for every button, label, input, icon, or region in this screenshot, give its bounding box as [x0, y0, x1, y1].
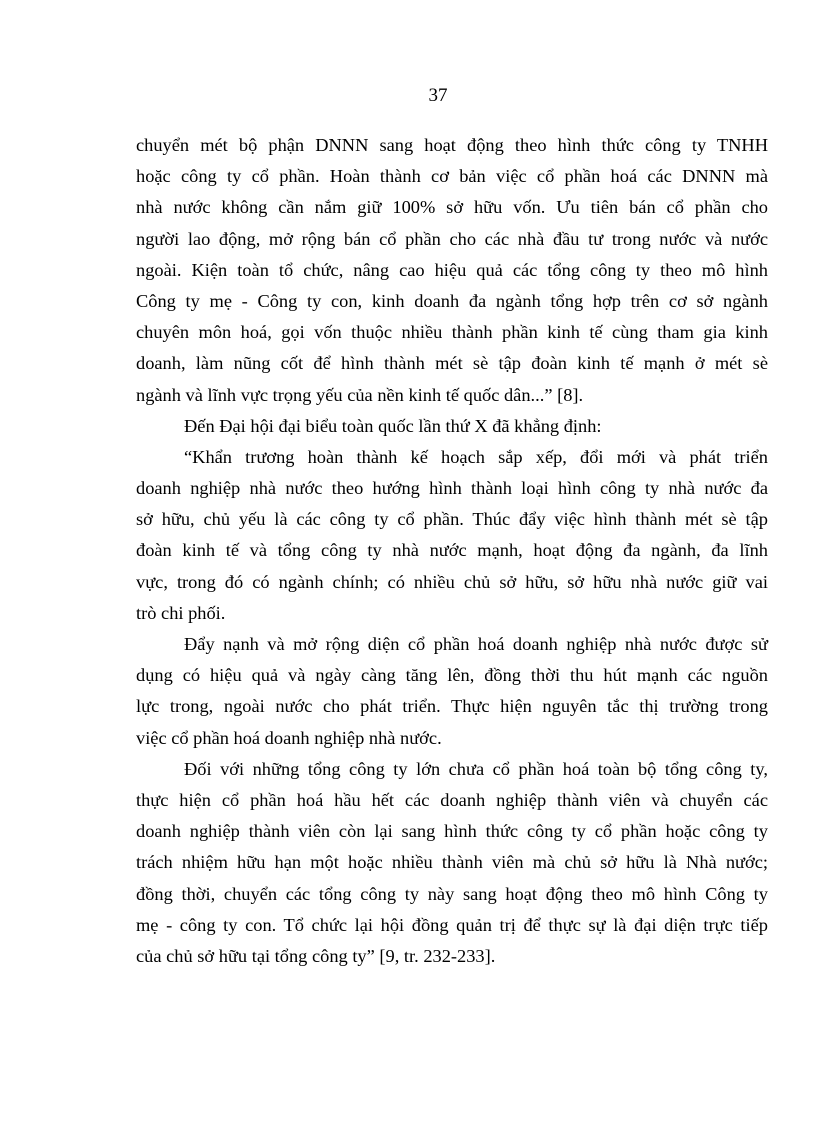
text-line: Đẩy nạnh và mở rộng diện cổ phần hoá doanh nghiệp nhà nước được sử [184, 634, 768, 654]
document-body [136, 130, 768, 972]
text-line: ngành và lĩnh vực trọng yếu của nền kinh tế quốc dân...” [8]. [136, 384, 584, 405]
paragraph-tong-cong-ty [136, 754, 768, 972]
text-line: lực trong, ngoài nước cho phát triển. Thực hiện nguyên tắc thị trường trong [136, 696, 768, 717]
text-line: Đối với những tổng công ty lớn chưa cổ phần hoá toàn bộ tổng công ty, [184, 758, 768, 779]
text-line: người lao động, mở rộng bán cổ phần cho các nhà đầu tư trong nước và nước [136, 228, 768, 249]
text-line: chuyển mét bộ phận DNNN sang hoạt động theo hình thức công ty TNHH [136, 135, 768, 155]
text-line: doanh nghiệp thành viên còn lại sang hình thức công ty cổ phần hoặc công ty [136, 821, 768, 842]
text-line: đồng thời, chuyển các tổng công ty này sang hoạt động theo mô hình Công ty [136, 883, 768, 904]
text-line: thực hiện cổ phần hoá hầu hết các doanh nghiệp thành viên và chuyển các [136, 789, 768, 810]
text-line: hoặc công ty cổ phần. Hoàn thành cơ bản việc cổ phần hoá các DNNN mà [136, 166, 768, 187]
text-line: “Khẩn trương hoàn thành kế hoạch sắp xếp, đổi mới và phát triển [184, 446, 768, 467]
text-line: mẹ - công ty con. Tổ chức lại hội đồng quản trị để thực sự là đại diện trực tiếp [136, 914, 768, 935]
text-line: Đến Đại hội đại biểu toàn quốc lần thứ X đã khẳng định: [184, 415, 602, 436]
text-line: doanh nghiệp nhà nước theo hướng hình thành loại hình công ty nhà nước đa [136, 478, 768, 499]
text-line: ngoài. Kiện toàn tổ chức, nâng cao hiệu quả các tổng công ty theo mô hình [136, 259, 768, 280]
text-line: đoàn kinh tế và tổng công ty nhà nước mạnh, hoạt động đa ngành, đa lĩnh [136, 540, 768, 561]
text-line: trò chi phối. [136, 602, 226, 623]
text-line: trách nhiệm hữu hạn một hoặc nhiều thành viên mà chủ sở hữu là Nhà nước; [136, 852, 768, 873]
page-number: 37 [428, 85, 448, 106]
text-line: doanh, làm nũng cốt để hình thành mét sè tập đoàn kinh tế mạnh ở mét sè [136, 353, 768, 374]
text-line: dụng có hiệu quả và ngày càng tăng lên, đồng thời thu hút mạnh các nguồn [136, 665, 768, 686]
text-line: của chủ sở hữu tại tổng công ty” [9, tr. 232-233]. [136, 945, 496, 966]
text-line: nhà nước không cần nắm giữ 100% sở hữu vốn. Ưu tiên bán cổ phần cho [136, 197, 768, 218]
text-line: Công ty mẹ - Công ty con, kinh doanh đa ngành tổng hợp trên cơ sở ngành [136, 290, 768, 311]
text-line: chuyên môn hoá, gọi vốn thuộc nhiều thành phần kinh tế cùng tham gia kinh [136, 322, 768, 343]
paragraph-continuation [136, 130, 768, 411]
text-line: sở hữu, chủ yếu là các công ty cổ phần. Thúc đẩy việc hình thành mét sè tập [136, 509, 768, 530]
text-line: vực, trong đó có ngành chính; có nhiều chủ sở hữu, sở hữu nhà nước giữ vai [136, 571, 768, 592]
text-line: việc cổ phần hoá doanh nghiệp nhà nước. [136, 727, 442, 748]
paragraph-dai-hoi-x [136, 411, 768, 442]
paragraph-quote-sap-xep [136, 442, 768, 629]
paragraph-day-manh [136, 629, 768, 754]
